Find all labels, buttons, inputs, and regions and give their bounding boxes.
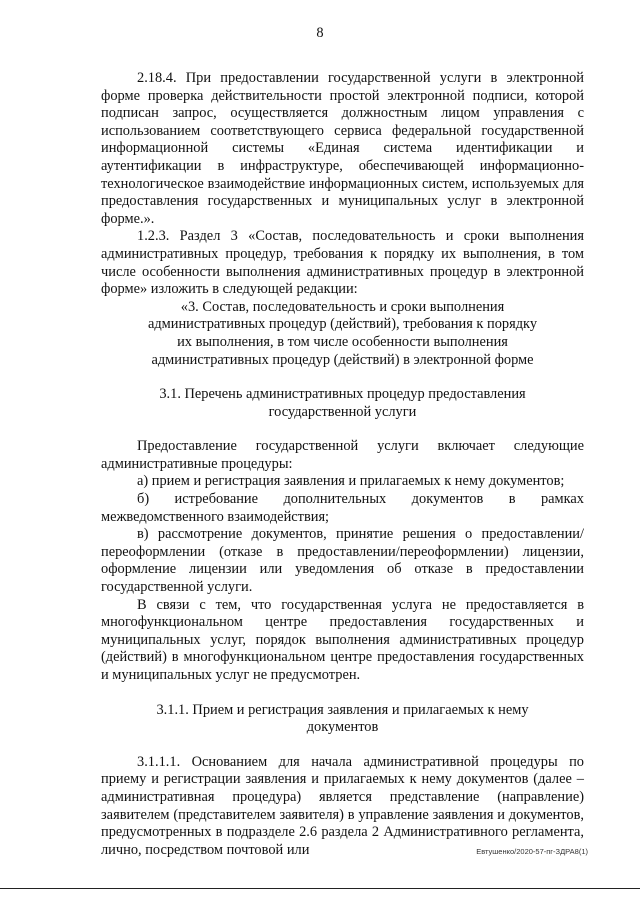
quote-line: административных процедур (действий), требования к порядку bbox=[147, 316, 538, 333]
document-body bbox=[101, 70, 584, 859]
quote-line: их выполнения, в том числе особенности выполнения bbox=[177, 333, 508, 350]
list-item-b: б) истребование дополнительных документов в рамках межведомственного взаимодействия; bbox=[101, 491, 584, 525]
page-number: 8 bbox=[316, 25, 324, 41]
paragraph-1-2-3: 1.2.3. Раздел 3 «Состав, последовательность и сроки выполнения административных процедур, требования к порядку их выполнения, в том числе особенности выполнения административных процедур в электронной форме» изложить в следующей редакции: bbox=[101, 228, 584, 298]
quoted-section-heading bbox=[101, 299, 584, 369]
footer-document-code: Евтушенко/2020-57-пг-ЗДРА8(1) bbox=[476, 847, 588, 856]
paragraph-2-18-4: 2.18.4. При предоставлении государственной услуги в электронной форме проверка действительности простой электронной подписи, которой подписан запрос, осуществляется должностным лицом управления с использованием соответствующего сервиса федеральной государственной информационной системы «Единая система идентификации и аутентификации в инфраструктуре, обеспечивающей информационно-технологическое взаимодействие информационных систем, используемых для предоставления государственных и муниципальных услуг в электронной форме.». bbox=[101, 70, 584, 227]
bottom-divider bbox=[0, 888, 640, 889]
paragraph-3-1-1-1: 3.1.1.1. Основанием для начала административной процедуры по приему и регистрации заявления и прилагаемых к нему документов (далее – административная процедура) является представление (направление) заявителем (представителем заявителя) в управление заявления и документов, предусмотренных в подразделе 2.6 раздела 2 Административного регламента, лично, посредством почтовой или bbox=[101, 753, 584, 858]
heading-line: 3.1.1. Прием и регистрация заявления и прилагаемых к нему bbox=[156, 701, 529, 718]
section-3-1-1-heading bbox=[101, 702, 584, 737]
list-item-a: а) прием и регистрация заявления и прилагаемых к нему документов; bbox=[137, 473, 565, 490]
list-intro: Предоставление государственной услуги включает следующие административные процедуры: bbox=[101, 438, 584, 472]
mfc-note-paragraph: В связи с тем, что государственная услуга не предоставляется в многофункциональном центре предоставления государственных и муниципальных услуг, порядок выполнения административных процедур (действий) в многофункциональном центре предоставления государственных и муниципальных услуг не предусмотрен. bbox=[101, 596, 584, 683]
heading-line: документов bbox=[306, 719, 379, 736]
quote-line: административных процедур (действий) в электронной форме bbox=[151, 351, 534, 368]
list-item-c: в) рассмотрение документов, принятие решения о предоставлении/ переоформлении (отказе в предоставлении/переоформлении) лицензии, оформление лицензии или уведомления об отказе в предоставлении государственной услуги. bbox=[101, 526, 584, 596]
heading-line: государственной услуги bbox=[268, 403, 417, 420]
section-3-1-heading bbox=[101, 386, 584, 421]
heading-line: 3.1. Перечень административных процедур предоставления bbox=[159, 386, 526, 403]
quote-line: «3. Состав, последовательность и сроки выполнения bbox=[180, 298, 505, 315]
